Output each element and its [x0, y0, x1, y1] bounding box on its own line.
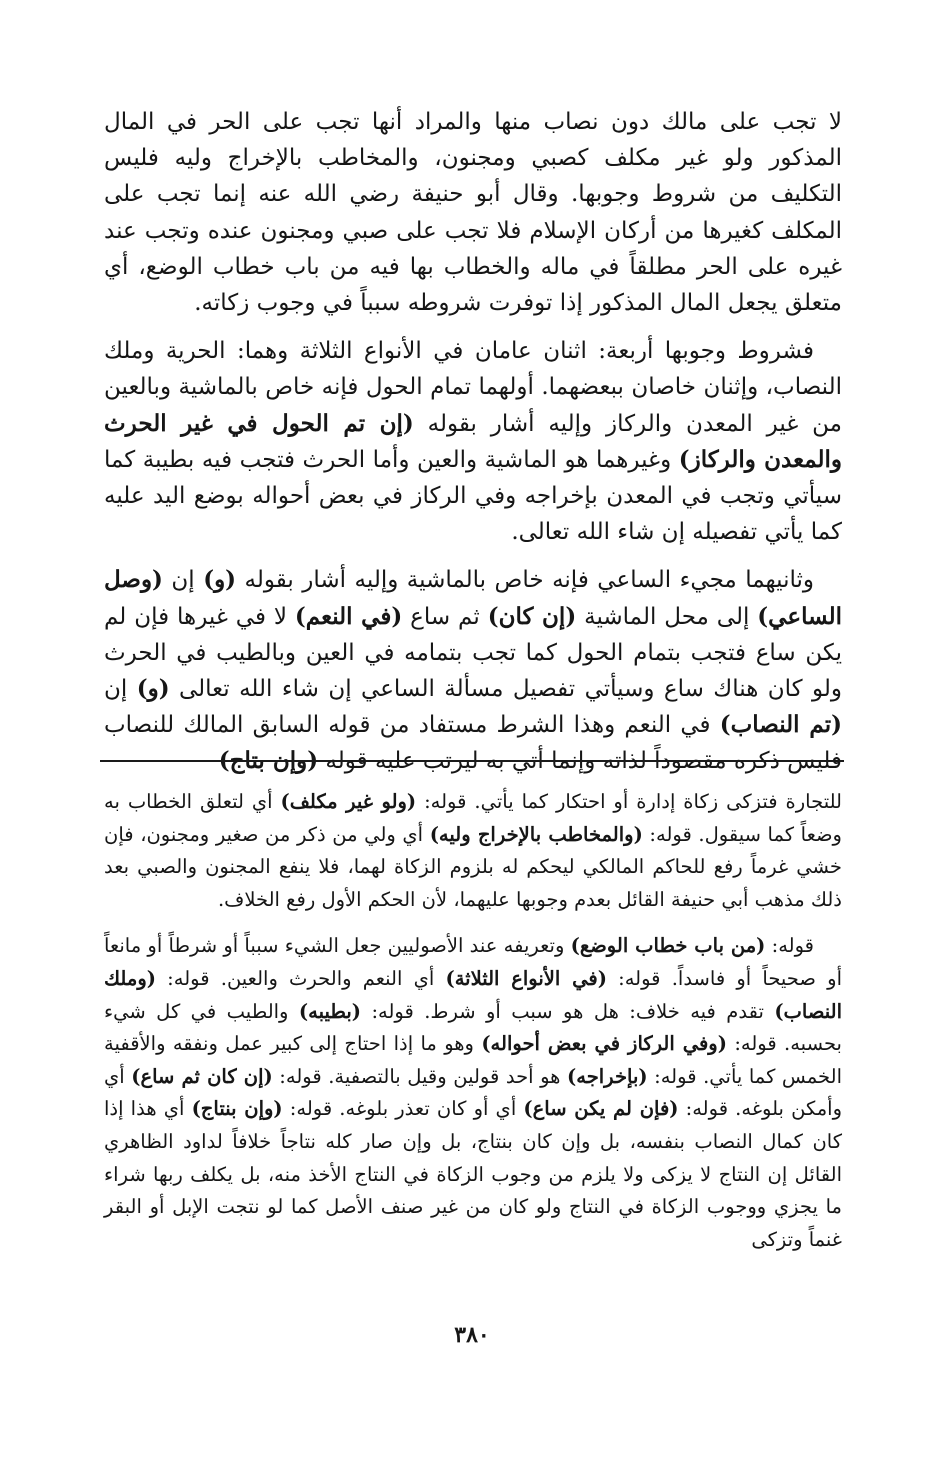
main-p3-text: في النعم وهذا الشرط مستفاد من قوله السابق المالك للنصاب فليس ذكره مقصوداً لذاته وإنما أتي به ليرتب عليه قوله	[104, 712, 842, 775]
main-p3-text: إن	[162, 567, 204, 594]
footnote-text: تقدم فيه خلاف: هل هو سبب أو شرط. قوله:	[361, 999, 775, 1023]
main-p2-quote: (إن تم الحول في غير الحرث والمعدن والركاز)	[104, 409, 842, 473]
footnote-text: وهو ما إذا احتاج إلى كبير عمل ونفقه والأقفية الخمس كما يأتي. قوله:	[104, 1032, 843, 1088]
main-p2-text-cont: وغيرهما هو الماشية والعين وأما الحرث فتجب فيه بطيبة كما سيأتي وتجب في المعدن بإخراجه وفي الركاز في بعض أحواله بوضع اليد عليه كما يأتي تفصيله إن شاء الله تعالى.	[104, 446, 842, 546]
footnote-text: وتعريفه عند الأصوليين جعل الشيء سبباً أو شرطاً أو مانعاً أو صحيحاً أو فاسداً. قوله:	[104, 934, 842, 990]
main-p3-text: وثانيهما مجيء الساعي فإنه خاص بالماشية وإليه أشار بقوله	[236, 567, 814, 594]
main-p3-text: ثم ساع	[402, 603, 488, 630]
footnote-quote: (فإن لم يكن ساع)	[523, 1097, 679, 1121]
main-p3-quote: (و)	[203, 566, 237, 594]
footnote-text: هو أحد قولين وقيل بالتصفية. قوله:	[272, 1064, 568, 1088]
main-p2-text: فشروط وجوبها أربعة: اثنان عامان في الأنواع الثلاثة وهما: الحرية وملك النصاب، وإثنان خاصان ببعضهما. أولهما تمام الحول فإنه خاص بالماشية وبالعين من غير المعدن والركاز وإليه أشار بقوله	[104, 338, 842, 437]
footnote-quote: (وإن بنتاج)	[191, 1097, 283, 1121]
footnote-quote: (وملك النصاب)	[104, 966, 842, 1023]
footnote-paragraph-2	[104, 930, 842, 1256]
main-p3-quote: (وصل الساعي)	[104, 566, 842, 630]
footnote-quote: (والمخاطب بالإخراج وليه)	[429, 822, 643, 846]
main-p1-text: لا تجب على مالك دون نصاب منها والمراد أنها تجب على الحر في المال المذكور ولو غير مكلف كصبي ومجنون، والمخاطب بالإخراج وليه فليس التكليف من شروط وجوبها. وقال أبو حنيفة رضي الله عنه إنما تجب على المكلف كغيرها من أركان الإسلام فلا تجب على صبي ومجنون عنده وتجب عند غيره على الحر مطلقاً في ماله والخطاب بها فيه من باب خطاب الوضع، أي متعلق يجعل المال المذكور إذا توفرت شروطه سبباً في وجوب زكاته.	[104, 109, 842, 317]
footnote-quote: (في الأنواع الثلاثة)	[445, 966, 607, 990]
footnote-quote: (إن كان ثم ساع)	[131, 1064, 273, 1088]
footnote-text: قوله:	[765, 934, 814, 958]
footnote-paragraph-1	[104, 786, 842, 916]
footnote-quote: (بإخراجه)	[567, 1064, 648, 1088]
main-paragraph-3	[104, 562, 842, 779]
footnote-text: أي النعم والحرث والعين. قوله:	[155, 966, 446, 990]
main-text	[104, 104, 842, 792]
footnote-quote: (من باب خطاب الوضع)	[570, 934, 766, 958]
footnotes	[104, 786, 842, 1270]
page-number: ٣٨٠	[454, 1322, 490, 1348]
main-paragraph-2	[104, 333, 842, 550]
footnote-text: أي أو كان تعذر بلوغه. قوله:	[282, 1097, 524, 1121]
main-p3-quote: (إن كان)	[487, 602, 577, 630]
main-p3-quote: (وإن بتاج)	[218, 747, 319, 775]
main-p3-text: إلى محل الماشية	[576, 603, 758, 630]
footnote-quote: (ولو غير مكلف)	[280, 790, 417, 813]
main-p3-text: إن	[104, 676, 137, 703]
main-paragraph-1	[104, 104, 842, 321]
footnote-text: أي هذا إذا كان كمال النصاب بنفسه، بل وإن كان بنتاج، بل وإن صار كله نتاجاً خلافاً لداود الظاهري القائل إن النتاج لا يزكى ولا يلزم من وجوب الزكاة في النتاج الأخذ منه، بل يكلف ربها شراء ما يجزي ووجوب الزكاة في النتاج ولو كان من غير صنف الأصل كما لو نتجت الإبل أو البقر غنماً وتزكى	[104, 1097, 842, 1251]
footnote-text: للتجارة فتزكى زكاة إدارة أو احتكار كما يأتي. قوله:	[416, 790, 842, 813]
main-p3-quote: (تم النصاب)	[719, 711, 842, 739]
footnote-quote: (بطيبه)	[298, 999, 362, 1023]
footnote-text: أي وأمكن بلوغه. قوله:	[104, 1064, 843, 1121]
main-p3-quote: (في النعم)	[294, 602, 403, 630]
footnote-text: والطيب في كل شيء بحسبه. قوله:	[104, 999, 842, 1056]
footnote-divider	[100, 760, 844, 762]
footnote-text: أي لتعلق الخطاب به وضعاً كما سيقول. قوله:	[104, 790, 842, 846]
main-p3-text: لا في غيرها فإن لم يكن ساع فتجب بتمام الحول كما تجب بتمامه في العين وبالطيب في الحرث ولو كان هناك ساع وسيأتي تفصيل مسألة الساعي إن شاء الله تعالى	[104, 603, 843, 703]
footnote-quote: (وفي الركاز في بعض أحواله)	[481, 1032, 727, 1056]
main-p3-quote: (و)	[136, 675, 170, 703]
footnote-text: أي ولي من ذكر من صغير ومجنون، فإن خشي غرماً رفع للحاكم المالكي ليحكم له بلزوم الزكاة لهما، فلا ينفع المجنون والصبي بعد ذلك مذهب أبي حنيفة القائل بعدم وجوبها عليهما، لأن الحكم الأول رفع الخلاف.	[104, 822, 842, 911]
